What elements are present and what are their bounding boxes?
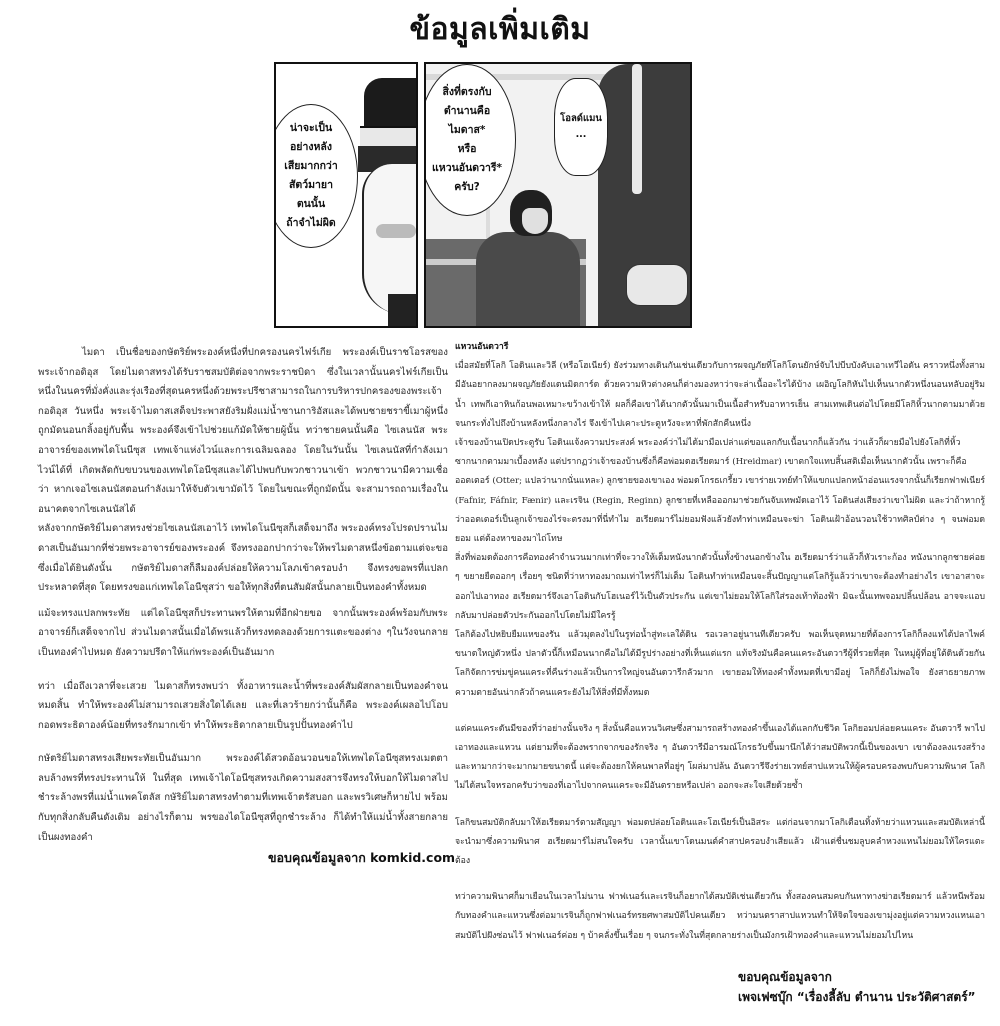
boy-face-art (522, 208, 548, 234)
midas-article (38, 343, 448, 847)
paragraph: เมื่อสมัยที่โลกิ โอดินและวิลี (หรือโฮเนียร์) ยังร่วมทางเดินกันเช่นเดียวกับการผจญภัยที่โลกิโดนยักษ์จับไปบีบบังคับเอาเทวีไอดัน คราวหนึ่งทั้งสามมีอันอยากลงมาผจญภัยยังแดนมิดการ์ด ด้วยความหิวต่างคนก็ต่างมองหาว่าจะล่าเนื้ออะไรได้บ้าง เผอิญโลกิหันไปเห็นนากตัวหนึ่งนอนหลับอยู่ริมน้ำ เทพกีเอาหินก้อนพอเหมาะขว้างเข้าให้ ผลก็คือเขาได้นากตัวนั้นมาเป็นเนื้อสำหรับอาหารเย็น สามเทพเดินต่อไปโดยมีโลกิหิ้วนากตามมาด้วย จนกระทั่งไปถึงบ้านหลังหนึ่งกลางไร่ จึงเข้าไปเคาะประตูหวังจะหาที่พักสักคืนหนึ่ง (455, 361, 985, 429)
paragraph: แต่คนแคระดันมีของที่ว่าอย่างนั้นจริง ๆ สิ่งนั้นคือแหวนวิเศษซึ่งสามารถสร้างทองคำขึ้นเองได้แลกกับชีวิต โลกิยอมปล่อยคนแคระ อันดวารี พาไปเอาทองและแหวน แต่ยามที่จะต้องพรากจากของรักจริง ๆ อันดวารีมีอารมณ์โกรธวับขึ้นมานึกได้ว่าสมบัติพวกนี้เป็นของเขา เขาต้องลงแรงสร้างและหามากว่าจะมากมายขนาดนี้ แต่จะต้องยกให้คนพาลที่อยู่ๆ โผล่มาปล้น อันดวารีจึงร่ายเวทย์สาปแหวนให้ผู้ครอบครองพบกับความพินาศ โลกิไม่ได้สนใจหรอกครับว่าของที่เอาไปจากคนแคระจะมีอันตรายหรือเปล่า ออกจะสะใจเสียด้วยซ้ำ (455, 723, 985, 792)
mustache-art (376, 224, 416, 238)
paragraph: ออตเตอร์ (Otter; แปลว่านากนั่นแหละ) ลูกชายของเขาเอง พ่อมดโกรธเกรี้ยว เขาร่ายเวทย์ทำให้แขกแปลกหน้าอ่อนแรงจากนั้นก็เรียกฟาฟเนียร์ (Fafnir, Fáfnir, Fænir) และเรจิน (Regin, Reginn) ลูกชายที่เหลือออกมาช่วยกันจับเทพมัดเอาไว้ โอดินส่งเสียงว่าเขาไม่ผิด และว่าถ้าหากรู้ว่าออตเตอร์เป็นลูกเจ้าของไร่จะตรงมาที่นี่ทำไม ฮเรียดมาร์ไม่ยอมฟังแล้วยังทำท่าเหมือนจะฆ่า โอดินเฝ้าอ้อนวอนใช้วาทศิลป์ต่าง ๆ จนพ่อมดยอม แต่ต้องหาของมาไถ่โทษ (455, 476, 985, 545)
manga-panels (272, 60, 690, 328)
coat-art (388, 294, 418, 328)
paragraph: ทว่า เมื่อถึงเวลาที่จะเสวย ไมดาสก็ทรงพบว่า ทั้งอาหารและน้ำที่พระองค์สัมผัสกลายเป็นทองคำจนหมดสิ้น ทำให้พระองค์ไม่สามารถเสวยสิ่งใดได้เลย และที่เลวร้ายกว่านั้นก็คือ พระองค์เผลอไปโอบกอดพระธิดาองค์น้อยที่ทรงรักมากเข้า ทำให้พระธิดากลายเป็นรูปปั้นทองคำไป (38, 680, 448, 731)
tall-man-hair-art (632, 64, 642, 194)
speech-bubble: สิ่งที่ตรงกับ ตำนานคือ ไมดาส* หรือ แหวนอันดวารี* ครับ? (424, 64, 516, 216)
paragraph: สิ่งที่พ่อมดต้องการคือทองคำจำนวนมากเท่าที่จะวางให้เต็มหนังนากตัวนั้นทั้งข้างนอกข้างใน ฮเรียดมาร์ว่าแล้วก็หัวเราะก้อง หนังนากลูกชายค่อย ๆ ขยายยืดออกๆ เรื่อยๆ ชนิดที่ว่าหาทองมาถมเท่าไหร่ก็ไม่เต็ม โอดินทำท่าเหมือนจะสิ้นปัญญาแต่โลกิรู้แล้วว่าเขาจะต้องทำอย่างไร เขาอาสาจะออกไปเอาทอง ฮเรียดมาร์จึงเอาโอดินกับโฮเนอร์ไว้เป็นตัวประกัน แต่เขาไม่ยอมให้โลกิใส่รองเท้าท้องฟ้า มิฉะนั้นเทพจอมปลิ้นปล้อน อาจจะแอบกลับมาปล่อยตัวประกันออกไปโดยไม่มีใครรู้ (455, 553, 985, 621)
source-credit: ขอบคุณข้อมูลจาก komkid.com (268, 850, 456, 865)
source-credit-facebook (738, 967, 976, 1007)
speech-bubble: โอลด์แมน ... (554, 78, 608, 176)
page-title: ข้อมูลเพิ่มเติม (409, 12, 591, 47)
paragraph: หลังจากกษัตริย์ไมดาสทรงช่วยไซเลนนัสเอาไว้ เทพไดโนนีซุสก็เสด็จมาถึง พระองค์ทรงโปรดปรานไมดาสเป็นอันมากที่ช่วยพระอาจารย์ของพระองค์ จึงทรงออกปากว่าจะให้พรไมดาสหนึ่งข้อตามแต่จะขอ ซึ่งเมื่อได้ยินดังนั้น กษัตริย์ไมดาสก็ลืมองค์ปล่อยให้ความโลภเข้าครอบงำ จึงทรงขอพรที่แปลกประหลาดที่สุด โดยทรงขอแก่เทพไดโอนีซุสว่า ขอให้ทุกสิ่งที่ตนสัมผัสนั้นกลายเป็นทองคำทั้งหมด (38, 523, 448, 594)
hatband-art (360, 126, 418, 148)
credit-line: ขอบคุณข้อมูลจาก (738, 970, 832, 984)
paragraph: กษัตริย์ไมดาสทรงเสียพระทัยเป็นอันมาก พระองค์ได้สวดอ้อนวอนขอให้เทพไดโอนีซุสทรงเมตตาลบล้างพรที่ทรงประทานให้ ในที่สุด เทพเจ้าไดโอนีซุสทรงเกิดความสงสารจึงทรงให้บอกให้ไมดาสไปชำระล้างพรที่แม่น้ำแพคโตลัส กษัริย์ไมดาสทรงทำตามที่เทพเจ้าตรัสบอก และพรวิเศษก็หายไป พร้อมกับทุกสิ่งกลับคืนดังเดิม อย่างไรก็ตาม พรของไดโอนีซุสที่ถูกชำระล้าง ก็ได้ทำให้แม่น้ำทั้งสายกลายเป็นผงทองคำ (38, 753, 448, 843)
paragraph: โลกิต้องไปหยิบยืมแหของรัน แล้วมุดลงไปในรูท่อน้ำสู่ทะเลใต้ดิน รอเวลาอยู่นานทีเดียวครับ พอเห็นจุดหมายที่ต้องการโลกิก็ลงแหได้ปลาไพค์ขนาดใหญ่ตัวหนึ่ง ปลาตัวนี้ก็เหมือนนากคือไม่ได้มีรูปร่างอย่างที่เห็นแต่แรก แท้จริงมันคือคนแคระอันดวารีผู้ที่รวยที่สุด ในหมู่ผู้ที่อยู่ใต้ดินด้วยกัน โลกิจัดการข่มขู่คนแคระที่คืนร่างแล้วเป็นการใหญ่จนอันดวารีกลัวมาก เขายอมให้ทองคำทั้งหมดที่เขามีอยู่ โลกิก็ยังไม่พอใจ ยังสาธยายภาพความตายอันน่ากลัวถ้าคนแคระยังไม่ให้สิ่งที่มีทั้งหมด (455, 630, 985, 698)
andvari-ring-article (455, 338, 985, 946)
old-man-face-art (362, 164, 418, 314)
paragraph: ไมดา เป็นชื่อของกษัตริย์พระองค์หนึ่งที่ปกครองนครไฟร์เกีย พระองค์เป็นราชโอรสของ พระเจ้ากอดิอุส โดยไมดาสทรงได้รับราชสมบัติต่อจากพระราชบิดา ซึ่งในเวลานั้นนครไฟร์เกียเป็นหนึ่งในนครที่มั่งคั่งและรุ่งเรืองที่สุดนครหนึ่งด้วยพระปรีชาสามารถในการบริหารปกครองของพระเจ้ากอดิอุส วันหนึ่ง พระเจ้าไมดาสเสด็จประพาสยังริมฝั่งแม่น้ำซานการิอัสและได้พบชายชราขี้เมาผู้หนึ่งถูกมัดนอนกลิ้งอยู่กับพื้น พระองค์จึงเข้าไปช่วยแก้มัดให้ชายผู้นั้น ทว่าชายคนนั้นคือ ไซเลนนัส พระอาจารย์ของเทพไดโนนีซุส เทพเจ้าแห่งไวน์และการเฉลิมฉลอง โดยในวันนั้น ไซเลนนัสที่กำลังเมาไวน์ได้ที่ เกิดพลัดกับขบวนของเทพไดโอนีซุสและได้ไปพบกับพวกชาวนาเข้า พวกชาวนามีความเชื่อว่า หากเจอไซเลนนัสตอนกำลังเมาให้จับตัวเขามัดไว้ โดยในขณะที่ถูกมัดนั้น จะสามารถถามเรื่องในอนาคตจากไซเลนนัสได้ (38, 347, 448, 515)
paragraph: แม้จะทรงแปลกพระทัย แต่ไดโอนีซุสก็ประทานพรให้ตามที่อีกฝ่ายขอ จากนั้นพระองค์พร้อมกับพระอาจารย์ก็เสด็จจากไป ส่วนไมดาสนั้นเมื่อได้พรแล้วก็ทรงทดลองด้วยการแตะของต่าง ๆในวังจนกลายเป็นทองคำไปหมด ยังความปรีดาให้แก่พระองค์เป็นอันมาก (38, 607, 448, 658)
boy-body-art (476, 232, 580, 328)
paragraph: เจ้าของบ้านเปิดประตูรับ โอดินแจ้งความประสงค์ พระองค์ว่าไม่ได้มามือเปล่าแต่ขอแลกกับเนื้อนากก็แล้วกัน ว่าแล้วก็ผายมือไปยังโลกิที่หิ้ว (455, 438, 961, 449)
manga-panel-control-room (424, 62, 692, 328)
credit-line: เพจเฟซบุ๊ก “เรื่องลี้ลับ ตำนาน ประวัติศาสตร์” (738, 990, 976, 1004)
clasped-hands-art (626, 264, 688, 306)
manga-panel-old-man (274, 62, 418, 328)
paragraph: ทว่าความพินาศก็มาเยือนในเวลาไม่นาน ฟาฟเนอร์และเรจินก็อยากได้สมบัติเช่นเดียวกัน ทั้งสองคนสมคบกันหาทางฆ่าฮเรียดมาร์ แล้วหนีพร้อมกับทองคำและแหวนซึ่งต่อมาเรจินก็ถูกฟาฟเนอร์ทรยศพาสมบัติไปคนเดียว ทว่ามนตราสาปแหวนทำให้จิตใจของเขามุ่งอยู่แต่ความหวงแหนเอาสมบัติไปฝังซ่อนไว้ ฟาฟเนอร์ค่อย ๆ บ้าคลั่งขึ้นเรื่อย ๆ จนกระทั่งในที่สุดกลายร่างเป็นมังกรเฝ้าทองคำและแหวนไม่ยอมไปไหน (455, 892, 985, 941)
section-heading: แหวนอันดวารี (455, 342, 509, 352)
speech-bubble: น่าจะเป็น อย่างหลัง เสียมากกว่า สัตว์มายา ตนนั้น ถ้าจำไม่ผิด (274, 104, 358, 248)
paragraph: โลกิขนสมบัติกลับมาให้ฮเรียดมาร์ตามสัญญา พ่อมดปล่อยโอดินและโฮเนียร์เป็นอิสระ แต่ก่อนจากมาโลกิเตือนทิ้งท้ายว่าแหวนและสมบัติเหล่านี้จะนำมาซึ่งความพินาศ ฮเรียดมาร์ไม่สนใจครับ เวลานั้นเขาโดนมนต์คำสาปครอบงำเสียแล้ว เฝ้าแต่ชื่นชมลูบคลำหวงแหนไม่ยอมให้ใครแตะต้อง (455, 817, 985, 867)
paragraph: ซากนากตามมาเบื้องหลัง แต่ปรากฏว่าเจ้าของบ้านซึ่งก็คือพ่อมดฮเรียดมาร์ (Hreidmar) เขาตกใจแทบสิ้นสติเมื่อเห็นนากตัวนั้น เพราะก็คือ (455, 457, 967, 468)
